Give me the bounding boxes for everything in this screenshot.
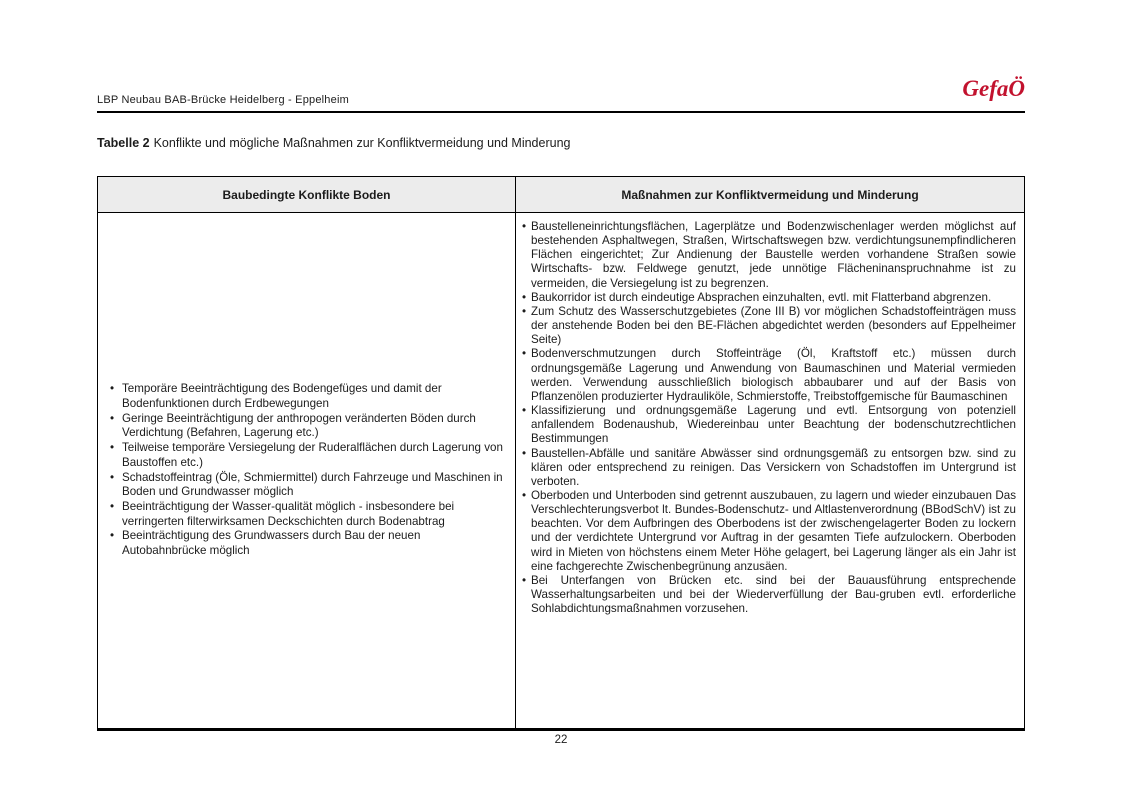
list-item: • Oberboden und Unterboden sind getrennt auszubauen, zu lagern und wieder einzubauen Das Verschlechterungsverbot lt. Bundes-Bodenschutz- und Altlastenverordnung (BBodSchV) ist zu beachten. Vor dem Aufbringen des Oberbodens ist der zwischengelagerter Boden zu lockern und der verdichtete Untergrund vor Auftrag in der gesamten Tiefe aufzulockern. Oberboden wird in Mieten von höchstens einem Meter Höhe gelagert, bei Lagerung länger als ein Jahr ist eine fachgerechte Zwischenbegrünung anzusäen. xyxy=(522,489,1016,574)
list-item: • Teilweise temporäre Versiegelung der Ruderalflächen durch Lagerung von Baustoffen etc.) xyxy=(110,441,507,470)
gefao-logo: GefaÖ xyxy=(962,76,1025,101)
table-caption-label: Tabelle 2 xyxy=(97,136,150,150)
table-header-row xyxy=(98,177,1024,213)
cell-measures xyxy=(516,213,1024,728)
table-caption xyxy=(97,136,570,150)
table-body-row xyxy=(98,213,1024,728)
conflicts-measures-table xyxy=(97,176,1025,731)
list-item: • Klassifizierung und ordnungsgemäße Lagerung und evtl. Entsorgung von potenziell anfallendem Bodenaushub, Wiedereinbau unter Beachtung der bodenschutzrechtlichen Bestimmungen xyxy=(522,404,1016,446)
column-header-measures: Maßnahmen zur Konfliktvermeidung und Minderung xyxy=(621,187,919,202)
cell-conflicts xyxy=(98,213,516,728)
column-header-conflicts: Baubedingte Konflikte Boden xyxy=(98,177,516,212)
page-number: 22 xyxy=(554,734,568,746)
list-item: • Beeinträchtigung des Grundwassers durch Bau der neuen Autobahnbrücke möglich xyxy=(110,529,507,558)
list-item: • Schadstoffeintrag (Öle, Schmiermittel) durch Fahrzeuge und Maschinen in Boden und Grundwasser möglich xyxy=(110,471,507,500)
conflicts-list xyxy=(110,382,507,558)
table-caption-text: Konflikte und mögliche Maßnahmen zur Konfliktvermeidung und Minderung xyxy=(153,136,571,150)
list-item: • Temporäre Beeinträchtigung des Bodengefüges und damit der Bodenfunktionen durch Erdbewegungen xyxy=(110,382,507,411)
list-item: • Beeinträchtigung der Wasser-qualität möglich - insbesondere bei verringerten filterwirksamen Deckschichten durch Bodenabtrag xyxy=(110,500,507,529)
list-item: • Baustellen-Abfälle und sanitäre Abwässer sind ordnungsgemäß zu entsorgen bzw. sind zu klären oder entsprechend zu reinigen. Das Versickern von Schadstoffen im Untergrund ist verboten. xyxy=(522,447,1016,489)
list-item: • Geringe Beeinträchtigung der anthropogen veränderten Böden durch Verdichtung (Befahren, Lagerung etc.) xyxy=(110,412,507,441)
page-footer xyxy=(97,734,1025,746)
header-divider xyxy=(97,111,1025,113)
list-item: • Baustelleneinrichtungsflächen, Lagerplätze und Bodenzwischenlager werden möglichst auf bestehenden Asphaltwegen, Straßen, Wirtschaftswegen bzw. verdichtungsunempfindlicheren Flächen eingerichtet; Zur Andienung der Baustelle werden vorhandene Straßen sowie Wirtschafts- bzw. Feldwege genutzt, jede unnötige Flächeninanspruchnahme ist zu vermeiden, die Versiegelung ist zu begrenzen. xyxy=(522,220,1016,291)
list-item: • Bodenverschmutzungen durch Stoffeinträge (Öl, Kraftstoff etc.) müssen durch ordnungsgemäße Lagerung und Anwendung von Baumaschinen und Material vermieden werden. Verwendung ausschließlich biologisch abbaubarer und auf der Basis von Pflanzenölen produzierter Hydrauliköle, Schmierstoffe, Treibstoffgemische für Baumaschinen xyxy=(522,347,1016,404)
list-item: • Baukorridor ist durch eindeutige Absprachen einzuhalten, evtl. mit Flatterband abgrenzen. xyxy=(522,291,1016,305)
list-item: • Zum Schutz des Wasserschutzgebietes (Zone III B) vor möglichen Schadstoffeinträgen muss der anstehende Boden bei den BE-Flächen abgedichtet werden (besonders auf Eppelheimer Seite) xyxy=(522,305,1016,347)
measures-list xyxy=(522,220,1016,616)
document-header-title: LBP Neubau BAB-Brücke Heidelberg - Eppelheim xyxy=(97,94,349,106)
list-item: • Bei Unterfangen von Brücken etc. sind bei der Bauausführung entsprechende Wasserhaltungsarbeiten und bei der Wiederverfüllung der Bau-gruben evtl. erforderliche Sohlabdichtungsmaßnahmen vorzusehen. xyxy=(522,574,1016,616)
